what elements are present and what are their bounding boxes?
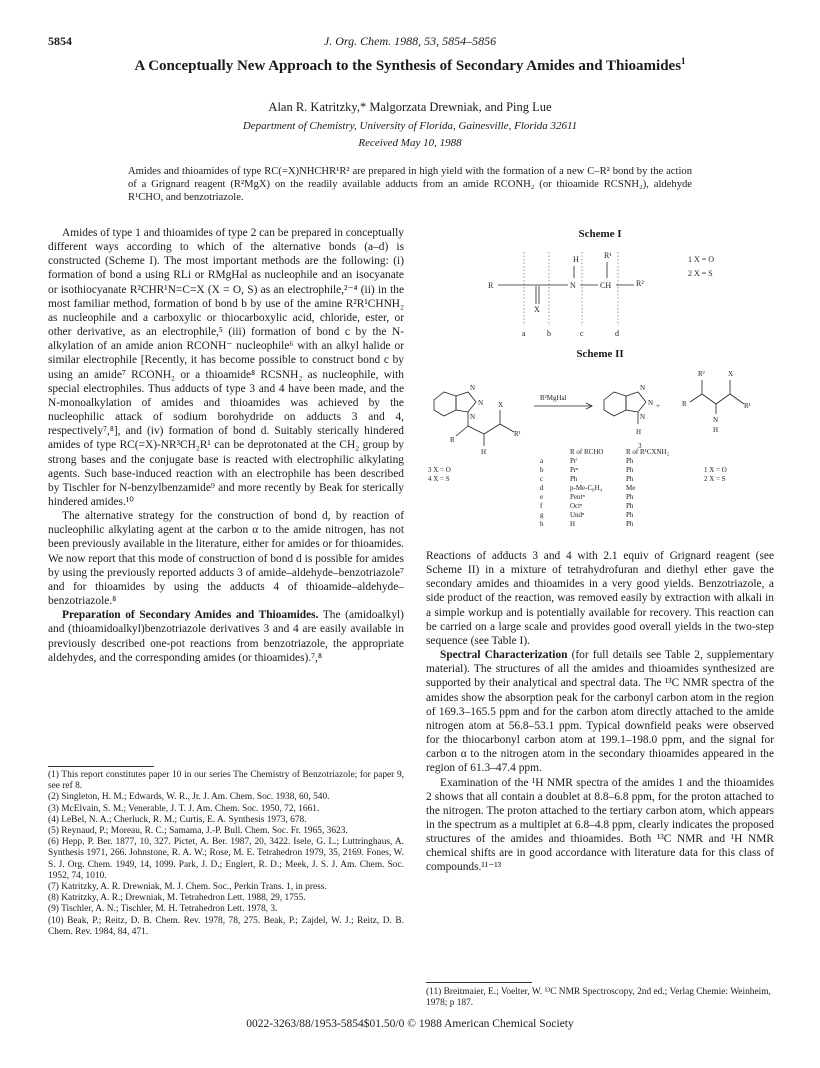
table-cell: Ph: [626, 475, 634, 483]
bond-label-b: b: [547, 329, 551, 338]
key-entry: 2 X = S: [704, 475, 726, 483]
footnote: (3) McElvain, S. M.; Venerable, J. T. J. Am. Chem. Soc. 1950, 72, 1661.: [48, 803, 320, 814]
key-entry: 4 X = S: [428, 475, 450, 483]
footnote: (2) Singleton, H. M.; Edwards, W. R., Jr. J. Am. Chem. Soc. 1938, 60, 540.: [48, 792, 330, 803]
scheme-1-key-2: 2 X = S: [688, 269, 713, 278]
bond-line: [456, 426, 468, 436]
table-cell: Pentⁿ: [570, 493, 585, 501]
table-cell: d: [540, 484, 544, 492]
table-cell: a: [540, 457, 544, 465]
table-row: [540, 466, 686, 475]
table-cell: h: [540, 520, 544, 528]
author-list: Alan R. Katritzky,* Malgorzata Drewniak, and Ping Lue: [268, 100, 552, 114]
table-row: [540, 484, 686, 493]
bond-line: [500, 424, 514, 432]
atom-x: X: [498, 401, 504, 409]
column-header: [540, 448, 570, 457]
scheme-1-key-1: 1 X = O: [688, 255, 715, 264]
table-cell: Ph: [626, 493, 634, 501]
atom-r1: R¹: [604, 251, 612, 260]
footnote-divider: [48, 766, 154, 767]
section-heading: Preparation of Secondary Amides and Thioamides.: [62, 609, 319, 622]
atom-n: N: [470, 413, 476, 421]
triazole-ring: [626, 392, 646, 412]
section-heading: Spectral Characterization: [440, 649, 568, 662]
paragraph: [48, 608, 404, 665]
table-cell: Ph: [626, 502, 634, 510]
atom-r: R: [488, 281, 494, 290]
affiliation: Department of Chemistry, University of Florida, Gainesville, Florida 32611: [242, 120, 578, 132]
table-cell: Prⁱ: [570, 457, 578, 465]
scheme-2-title: Scheme II: [576, 348, 624, 360]
atom-n: N: [640, 384, 646, 392]
table-row: [540, 502, 686, 511]
atom-r1: R¹: [744, 402, 751, 410]
scheme-2-key-left: [428, 466, 451, 484]
table-cell: b: [540, 466, 544, 474]
bond-line: [716, 394, 730, 404]
footnote: (8) Katritzky, A. R.; Drewniak, M. Tetrahedron Lett. 1988, 29, 1755.: [48, 893, 306, 904]
atom-r2: R²: [698, 370, 705, 378]
footnote: (7) Katritzky, A. R. Drewniak, M. J. Chem. Soc., Perkin Trans. 1, in press.: [48, 882, 327, 893]
atom-n: N: [640, 413, 646, 421]
table-cell: f: [540, 502, 543, 510]
table-cell: p-Me-C₆H₄: [570, 484, 603, 492]
table-cell: Octⁿ: [570, 502, 583, 510]
footnote-divider: [426, 982, 532, 983]
table-cell: Me: [626, 484, 636, 492]
atom-h: H: [713, 426, 719, 434]
triazole-ring: [456, 392, 476, 412]
table-row: [540, 511, 686, 520]
abstract: Amides and thioamides of type RC(=X)NHCHR¹R² are prepared in high yield with the formation of a new C–R² bond by the action of a Grignard reagent (R²MgX) on the readily available adducts from an amide RCONH₂ (or thioamide RCSNH₂), aldehyde R¹CHO, and benzotriazole.: [128, 166, 692, 203]
title-text: A Conceptually New Approach to the Synthesis of Secondary Amides and Thioamides: [134, 58, 682, 74]
table-cell: Ph: [626, 457, 634, 465]
atom-h: H: [573, 255, 579, 264]
table-cell: e: [540, 493, 544, 501]
bond-line: [468, 426, 484, 434]
footnotes-right: [426, 987, 774, 1009]
paragraph: Amides of type 1 and thioamides of type 2 can be prepared in conceptually different ways according to which of the alternative bonds (a–d) is constructed (Scheme I). The most important methods are the following: (i) formation of bond a using RLi or RMgHal as nucleophile and an isocyanate or isothiocyanate R²CHR¹N=C=X (X = O, S) as an electrophile,²⁻⁴ (ii) in the most familiar method, formation of bond b by use of the amine R²R¹CHNH₂ as nucleophile and a carboxylic or thiocarboxylic acid, chloride, ester, or other derivative, as an electrophile,⁵ (iii) formation of bond c by the N-alkylation of an amide anion RCONH⁻ nucleophile⁶ with an alkyl halide or similar electrophile [Recently, it has become possible to construct bond c by using an amide⁷ RCONH₂ or a thioamide⁸ RCSNH₂ as nucleophile, with special electrophiles. Thus adducts of type 3 and 4 have been made, and the N-monoalkylation of amides and thioamides was achieved by the nucleophilic attack of sodium borohydride on adducts 3 and 4, respectively⁷,⁸], and (iv) formation of bond d. Suitably sterically hindered amides of type RC(=X)-NR³CH₂R¹ can be deprotonated at the CH₂ group by strong bases and the conjugate base is reacted with electrophilic alkylating agents. Such base-induced reaction with an electrophile has been described by Tischler for N-benzylbenzamide⁹ and more recently by Beak for sterically hindered amides.¹⁰: [48, 227, 404, 508]
plus-sign: +: [656, 402, 660, 410]
journal-citation: J. Org. Chem. 1988, 53, 5854–5856: [323, 34, 497, 48]
atom-r: R: [682, 400, 687, 408]
atom-x: X: [728, 370, 734, 378]
table-cell: Ph: [626, 520, 634, 528]
page-footer: 0022-3263/88/1953-5854$01.50/0 © 1988 American Chemical Society: [246, 1018, 574, 1030]
scheme-2-key-right: [704, 466, 727, 484]
benzo-ring: [434, 392, 456, 416]
scheme-1-diagram: [426, 244, 774, 354]
bond-line: [702, 394, 716, 404]
column-header: R of RCHO: [570, 448, 604, 456]
atom-n: N: [478, 399, 484, 407]
table-row: [540, 457, 686, 466]
atom-n: N: [570, 281, 576, 290]
atom-r1: R¹: [514, 430, 521, 438]
table-row: [540, 475, 686, 484]
atom-r2: R²: [636, 279, 644, 288]
bond-label-c: c: [580, 329, 584, 338]
paragraph-text: (for full details see Table 2, supplementary material). The structures of all the amides and thioamides synthesized are supported by their analytical and spectral data. The ¹³C NMR spectra of the amides show the absorption peak for the carbonyl carbon atom in the region of 169.3–165.5 ppm and for the carbon atom directly attached to the amide nitrogen atom at 56.8–53.1 ppm. Typical downfield peaks were observed for the thiocarbonyl carbon atom at 199.1–198.0 ppm, and the signal for carbon α to the nitrogen atom in the secondary thioamides appeared in the region of 61.3–47.4 ppm.: [426, 649, 774, 775]
footnote: (6) Hepp, P. Ber. 1877, 10, 327. Pictet, A. Ber. 1987, 20, 3422. Isele, G. L.; Luttringhaus, A. Synthesis 1971, 266. Johnstone, R. A. W.; Rose, M. E. Tetrahedron 1979, 35, 2169. Fones, W. S. J. Org. Chem. 1949, 14, 1099. Park, J. D.; Englert, R. D.; Meek, J. S. J. Am. Chem. Soc. 1952, 74, 1010.: [48, 837, 404, 881]
table-cell: Undⁿ: [570, 511, 585, 519]
footnote: (4) LeBel, N. A.; Cherluck, R. M.; Curtis, E. A. Synthesis 1973, 678.: [48, 814, 307, 825]
table-cell: Prⁿ: [570, 466, 579, 474]
footnote: (11) Breitmaier, E.; Voelter, W. ¹³C NMR Spectroscopy, 2nd ed.; Verlag Chemie: Weinheim, 1978; p 187.: [426, 987, 771, 1009]
table-header: [540, 448, 686, 457]
scheme-2-substituent-table: [540, 448, 686, 529]
scheme-2-diagram: [426, 362, 774, 458]
paragraph: The alternative strategy for the construction of bond d, by reaction of nucleophilic alkylating agent at the carbon α to the amide nitrogen, has not been previously available in the literature, either for amides or for thioamides. We now report that this mode of construction of bond d is possible for amides by using the previously reported adducts 3 of amide–aldehyde–benzotriazole⁷ and for thioamides by using the adducts 4 of thioamide–aldehyde–benzotriazole.⁸: [48, 510, 404, 608]
table-cell: Ph: [570, 475, 578, 483]
table-cell: Ph: [626, 511, 634, 519]
table-row: [540, 520, 686, 529]
table-row: [540, 493, 686, 502]
bond-label-a: a: [522, 329, 526, 338]
paragraph-text: The (amidoalkyl) and (thioamidoalkyl)benzotriazole derivatives 3 and 4 are easily available in previously described one-pot reactions from benzotriazole, the appropriate aldehydes, and the corresponding amides (or thioamides).⁷,⁸: [48, 609, 404, 664]
table-cell: c: [540, 475, 544, 483]
key-entry: 1 X = O: [704, 466, 727, 474]
footnote: (10) Beak, P.; Reitz, D. B. Chem. Rev. 1978, 78, 275. Beak, P.; Zajdel, W. J.; Reitz, D. B. Chem. Rev. 1984, 84, 471.: [48, 915, 404, 937]
compound-number: 3: [638, 442, 642, 450]
atom-h: H: [636, 428, 642, 436]
title-footnote-mark: 1: [681, 56, 686, 66]
atom-x: X: [534, 305, 540, 314]
bond-line: [690, 394, 702, 402]
left-column: [48, 226, 404, 665]
atom-r: R: [450, 436, 455, 444]
table-cell: g: [540, 511, 544, 519]
table-cell: H: [570, 520, 576, 528]
table-cell: Ph: [626, 466, 634, 474]
received-date: Received May 10, 1988: [358, 137, 462, 149]
paragraph: Examination of the ¹H NMR spectra of the amides 1 and the thioamides 2 shows that all contain a doublet at 8.8–6.8 ppm, for the proton attached to the nitrogen. The proton attached to the tertiary carbon atom, which appears in the spectrum as a multiplet at 6.8–4.8 ppm, clearly indicates the proposed structures of the amides and thioamides. Both ¹³C NMR and ¹H NMR chemical shifts are in good accordance with literature data for this class of compounds.¹¹⁻¹³: [426, 776, 774, 874]
footnote: (5) Reynaud, P.; Moreau, R. C.; Samama, J.-P. Bull. Chem. Soc. Fr. 1965, 3623.: [48, 826, 348, 837]
atom-n: N: [648, 399, 654, 407]
footnotes: [48, 770, 404, 938]
atom-n: N: [713, 416, 719, 424]
footnote: (1) This report constitutes paper 10 in our series The Chemistry of Benzotriazole; for paper 9, see ref 8.: [48, 770, 404, 792]
bond-line: [730, 394, 744, 404]
atom-h: H: [481, 448, 487, 456]
atom-ch: CH: [600, 281, 612, 290]
scheme-1-title: Scheme I: [578, 228, 622, 240]
page-number: 5854: [48, 34, 72, 48]
paragraph: Reactions of adducts 3 and 4 with 2.1 equiv of Grignard reagent (see Scheme II) in a mixture of tetrahydrofuran and diethyl ether gave the secondary amides and thioamides in a very good yields. Benzotriazole, a side product of the reaction, was removed easily by extraction with alkali in a simple workup and is potentially available for recovery. This reaction can be carried on a large scale and provides good overall yields in the two-step sequence (see Table I).: [426, 550, 774, 647]
bond-label-d: d: [615, 329, 619, 338]
column-header: R of R¹CXNH₂: [626, 448, 670, 456]
bond-line: [484, 424, 500, 434]
benzo-ring: [604, 392, 626, 416]
paragraph: [426, 648, 774, 775]
footnote: (9) Tischler, A. N.; Tischler, M. H. Tetrahedron Lett. 1978, 3.: [48, 904, 278, 915]
key-entry: 3 X = O: [428, 466, 451, 474]
grignard-reagent: R²MgHal: [540, 394, 567, 402]
right-column: [426, 549, 774, 875]
article-title: [100, 52, 720, 76]
atom-n: N: [470, 384, 476, 392]
